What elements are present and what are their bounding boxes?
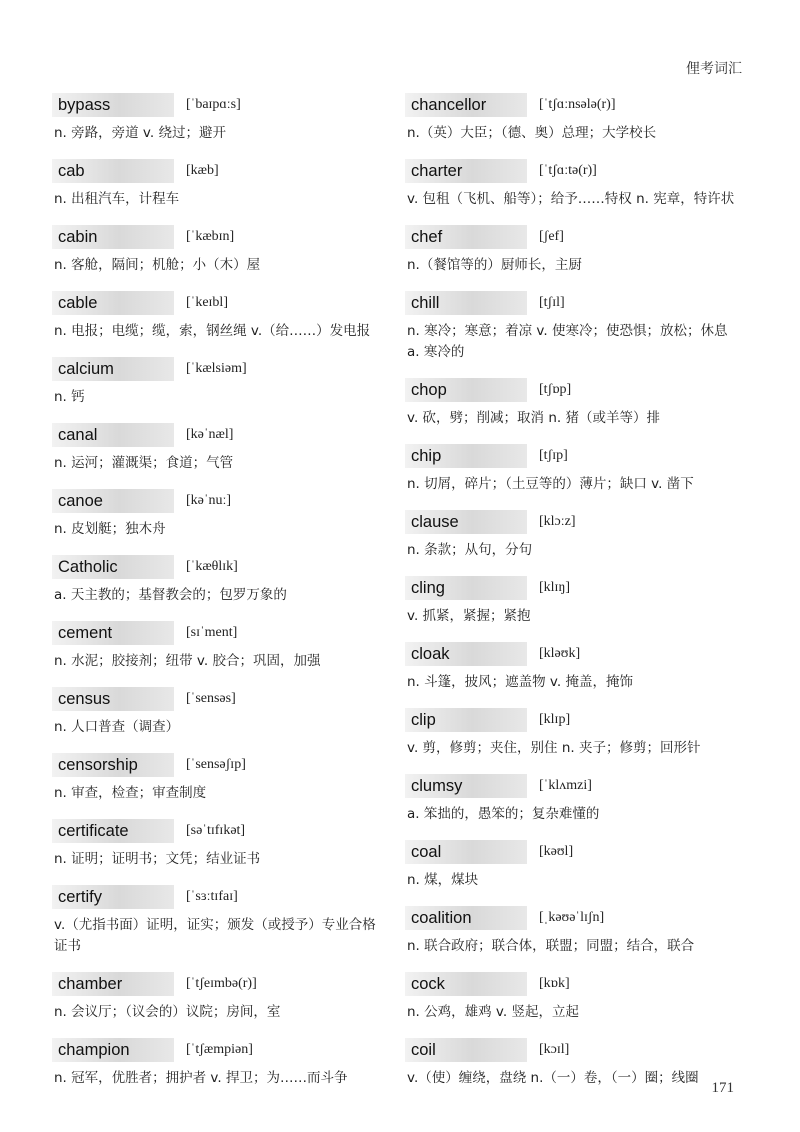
definition: v. 抓紧，紧握；紧抱	[407, 608, 531, 624]
vocab-entry	[52, 554, 388, 606]
headword: clip	[405, 708, 527, 732]
headword: census	[52, 687, 174, 711]
vocab-entry	[52, 1037, 388, 1089]
headword: clause	[405, 510, 527, 534]
entry-heading	[405, 773, 735, 799]
entry-heading	[405, 1037, 735, 1063]
vocab-entry	[52, 818, 388, 870]
vocab-entry	[405, 1037, 735, 1089]
headword: bypass	[52, 93, 174, 117]
vocab-entry	[405, 905, 735, 957]
definition: n. 冠军，优胜者；拥护者 v. 捍卫；为……而斗争	[54, 1070, 348, 1086]
vocab-entry	[405, 707, 735, 759]
definition: v. 砍，劈；削减；取消 n. 猪（或羊等）排	[407, 410, 660, 426]
phonetic: [kɒk]	[539, 976, 570, 991]
headword: champion	[52, 1038, 174, 1062]
vocab-entry	[52, 92, 388, 144]
phonetic: [klɪp]	[539, 712, 571, 727]
phonetic: [klɪŋ]	[539, 580, 571, 595]
phonetic: [klɔːz]	[539, 514, 576, 529]
entry-heading	[405, 839, 735, 865]
vocab-entry	[52, 356, 388, 408]
vocab-entry	[52, 620, 388, 672]
headword: cement	[52, 621, 174, 645]
vocab-entry	[52, 971, 388, 1023]
phonetic: [ˈkeɪbl]	[186, 295, 228, 310]
phonetic: [ˈkælsiəm]	[186, 361, 247, 376]
vocab-entry	[405, 509, 735, 561]
headword: chip	[405, 444, 527, 468]
headword: chill	[405, 291, 527, 315]
right-column	[405, 92, 735, 1103]
headword: chop	[405, 378, 527, 402]
vocab-entry	[52, 224, 388, 276]
definition: n. 水泥；胶接剂；纽带 v. 胶合；巩固，加强	[54, 653, 321, 669]
phonetic: [kəˈnuː]	[186, 493, 232, 508]
left-column	[52, 92, 388, 1103]
phonetic: [ˈtʃɑːnsələ(r)]	[539, 97, 616, 112]
phonetic: [sɪˈment]	[186, 625, 238, 640]
definition: n. 人口普查（调查）	[54, 719, 180, 735]
phonetic: [kləʊk]	[539, 646, 581, 661]
phonetic: [ʃef]	[539, 229, 564, 244]
definition: a. 笨拙的，愚笨的；复杂难懂的	[407, 806, 600, 822]
entry-heading	[405, 971, 735, 997]
entry-heading	[405, 92, 735, 118]
definition: n. 联合政府；联合体，联盟；同盟；结合，联合	[407, 938, 695, 954]
definition: v. 剪，修剪；夹住，别住 n. 夹子；修剪；回形针	[407, 740, 701, 756]
phonetic: [tʃɒp]	[539, 382, 572, 397]
definition: n.（餐馆等的）厨师长，主厨	[407, 257, 582, 273]
headword: chancellor	[405, 93, 527, 117]
phonetic: [ˈsensəʃɪp]	[186, 757, 246, 772]
entry-heading	[52, 752, 388, 778]
phonetic: [ˈtʃeɪmbə(r)]	[186, 976, 257, 991]
entry-heading	[52, 422, 388, 448]
vocab-entry	[405, 773, 735, 825]
entry-heading	[405, 641, 735, 667]
vocab-entry	[405, 575, 735, 627]
headword: cock	[405, 972, 527, 996]
definition: v. 包租（飞机、船等）；给予……特权 n. 宪章，特许状	[407, 191, 735, 207]
vocab-entry	[405, 92, 735, 144]
headword: canoe	[52, 489, 174, 513]
entry-heading	[405, 575, 735, 601]
definition: n.（英）大臣；（德、奥）总理；大学校长	[407, 125, 657, 141]
headword: certificate	[52, 819, 174, 843]
headword: Catholic	[52, 555, 174, 579]
headword: cab	[52, 159, 174, 183]
vocab-entry	[405, 224, 735, 276]
entry-heading	[52, 1037, 388, 1063]
entry-heading	[405, 509, 735, 535]
phonetic: [ˈsɜːtɪfaɪ]	[186, 889, 238, 904]
definition: n. 条款；从句，分句	[407, 542, 533, 558]
vocab-entry	[52, 158, 388, 210]
headword: certify	[52, 885, 174, 909]
definition: v.（尤指书面）证明，证实；颁发（或授予）专业合格证书	[54, 917, 376, 954]
vocab-entry	[405, 377, 735, 429]
phonetic: [tʃɪl]	[539, 295, 565, 310]
entry-heading	[52, 224, 388, 250]
headword: coal	[405, 840, 527, 864]
headword: clumsy	[405, 774, 527, 798]
headword: coil	[405, 1038, 527, 1062]
headword: cling	[405, 576, 527, 600]
phonetic: [kæb]	[186, 163, 219, 178]
entry-heading	[52, 620, 388, 646]
definition: n. 斗篷，披风；遮盖物 v. 掩盖，掩饰	[407, 674, 633, 690]
headword: canal	[52, 423, 174, 447]
phonetic: [ˌkəʊəˈlɪʃn]	[539, 910, 605, 925]
phonetic: [ˈtʃæmpiən]	[186, 1042, 253, 1057]
definition: n. 煤，煤块	[407, 872, 479, 888]
definition: n. 出租汽车，计程车	[54, 191, 180, 207]
phonetic: [ˈklʌmzi]	[539, 778, 592, 793]
vocab-entry	[405, 641, 735, 693]
vocab-entry	[52, 752, 388, 804]
headword: chamber	[52, 972, 174, 996]
definition: n. 寒冷；寒意；着凉 v. 使寒冷；使恐惧；放松；休息 a. 寒冷的	[407, 323, 728, 360]
entry-heading	[405, 224, 735, 250]
phonetic: [ˈkæbɪn]	[186, 229, 235, 244]
entry-heading	[52, 290, 388, 316]
definition: n. 电报；电缆；缆，索，钢丝绳 v.（给……）发电报	[54, 323, 371, 339]
definition: n. 皮划艇；独木舟	[54, 521, 166, 537]
vocab-entry	[52, 488, 388, 540]
vocab-entry	[52, 290, 388, 342]
phonetic: [kəʊl]	[539, 844, 574, 859]
definition: n. 公鸡，雄鸡 v. 竖起，立起	[407, 1004, 579, 1020]
phonetic: [ˈtʃɑːtə(r)]	[539, 163, 597, 178]
phonetic: [ˈkæθlɪk]	[186, 559, 238, 574]
definition: n. 钙	[54, 389, 85, 405]
phonetic: [kəˈnæl]	[186, 427, 234, 442]
entry-heading	[52, 818, 388, 844]
headword: censorship	[52, 753, 174, 777]
phonetic: [səˈtɪfɪkət]	[186, 823, 246, 838]
running-header: 俚考词汇	[686, 61, 742, 77]
definition: n. 审查，检查；审查制度	[54, 785, 207, 801]
vocab-entry	[405, 839, 735, 891]
entry-heading	[52, 686, 388, 712]
vocab-entry	[405, 290, 735, 363]
entry-heading	[52, 158, 388, 184]
phonetic: [ˈsensəs]	[186, 691, 236, 706]
entry-heading	[405, 377, 735, 403]
definition: n. 客舱，隔间；机舱；小（木）屋	[54, 257, 261, 273]
phonetic: [ˈbaɪpɑːs]	[186, 97, 241, 112]
vocab-entry	[405, 971, 735, 1023]
headword: calcium	[52, 357, 174, 381]
definition: n. 旁路，旁道 v. 绕过；避开	[54, 125, 226, 141]
entry-heading	[405, 443, 735, 469]
entry-heading	[52, 92, 388, 118]
headword: cabin	[52, 225, 174, 249]
vocab-entry	[52, 422, 388, 474]
entry-heading	[52, 488, 388, 514]
vocab-entry	[405, 443, 735, 495]
page-number: 171	[711, 1080, 734, 1096]
vocab-entry	[52, 884, 388, 957]
entry-heading	[52, 356, 388, 382]
entry-heading	[52, 884, 388, 910]
definition: n. 会议厅；（议会的）议院；房间，室	[54, 1004, 281, 1020]
entry-heading	[52, 971, 388, 997]
entry-heading	[405, 290, 735, 316]
phonetic: [tʃɪp]	[539, 448, 568, 463]
vocab-entry	[52, 686, 388, 738]
headword: chef	[405, 225, 527, 249]
entry-heading	[405, 158, 735, 184]
vocab-entry	[405, 158, 735, 210]
entry-heading	[52, 554, 388, 580]
entry-heading	[405, 905, 735, 931]
definition: n. 切屑，碎片；（土豆等的）薄片；缺口 v. 凿下	[407, 476, 694, 492]
definition: a. 天主教的；基督教会的；包罗万象的	[54, 587, 287, 603]
phonetic: [kɔɪl]	[539, 1042, 570, 1057]
definition: n. 证明；证明书；文凭；结业证书	[54, 851, 261, 867]
headword: charter	[405, 159, 527, 183]
entry-heading	[405, 707, 735, 733]
definition: v.（使）缠绕，盘绕 n.（一）卷，（一）圈；线圈	[407, 1070, 699, 1086]
headword: coalition	[405, 906, 527, 930]
headword: cable	[52, 291, 174, 315]
headword: cloak	[405, 642, 527, 666]
definition: n. 运河；灌溉渠；食道；气管	[54, 455, 234, 471]
